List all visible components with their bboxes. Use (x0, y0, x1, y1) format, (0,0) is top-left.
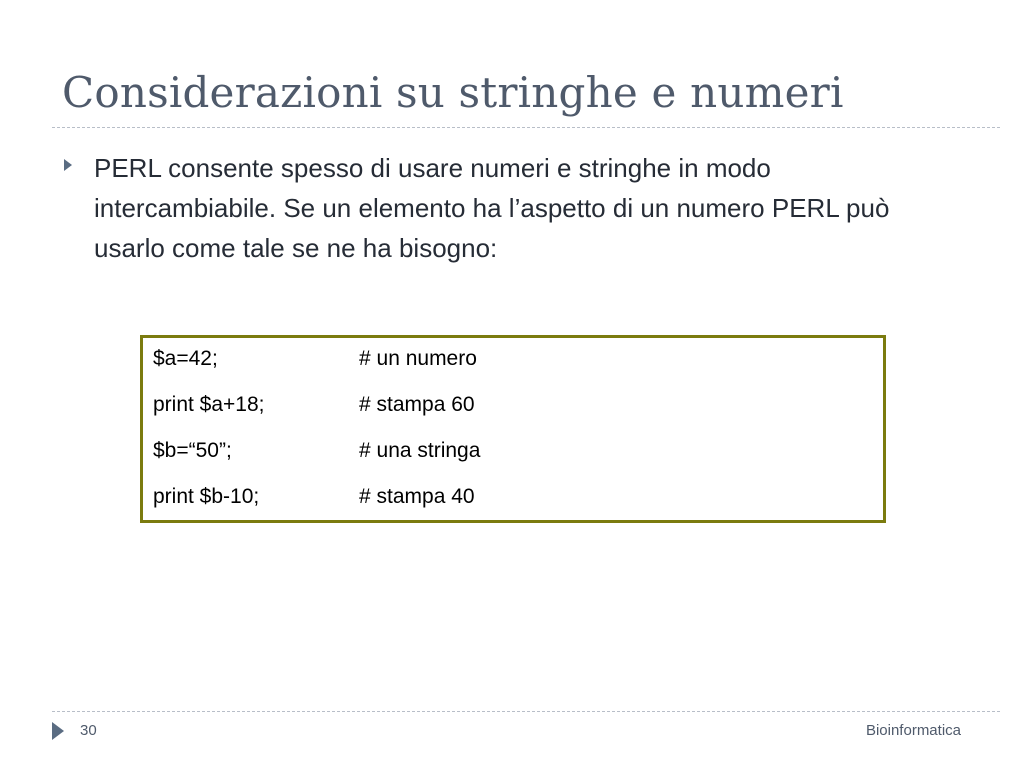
footer-course-name: Bioinformatica (865, 722, 961, 739)
code-comment: # stampa 60 (359, 393, 475, 416)
triangle-bullet-icon (64, 159, 72, 171)
page-number: 30 (80, 722, 97, 739)
bullet-text: PERL consente spesso di usare numeri e stringhe in modo intercambiabile. Se un elemento ha l’aspetto di un numero PERL può usarlo come tale se ne ha bisogno: (94, 153, 890, 263)
triangle-footer-icon (52, 722, 64, 740)
code-comment: # una stringa (359, 439, 481, 462)
code-statement: $a=42; (153, 347, 218, 370)
code-statement: print $a+18; (153, 393, 265, 416)
code-statement: $b=“50”; (153, 439, 232, 462)
code-statement: print $b-10; (153, 485, 260, 508)
code-comment: # stampa 40 (359, 485, 475, 508)
footer-divider (52, 711, 1000, 712)
title-divider (52, 127, 1000, 128)
code-block (140, 335, 886, 523)
code-comment: # un numero (359, 347, 477, 370)
slide-title: Considerazioni su stringhe e numeri (62, 68, 844, 117)
